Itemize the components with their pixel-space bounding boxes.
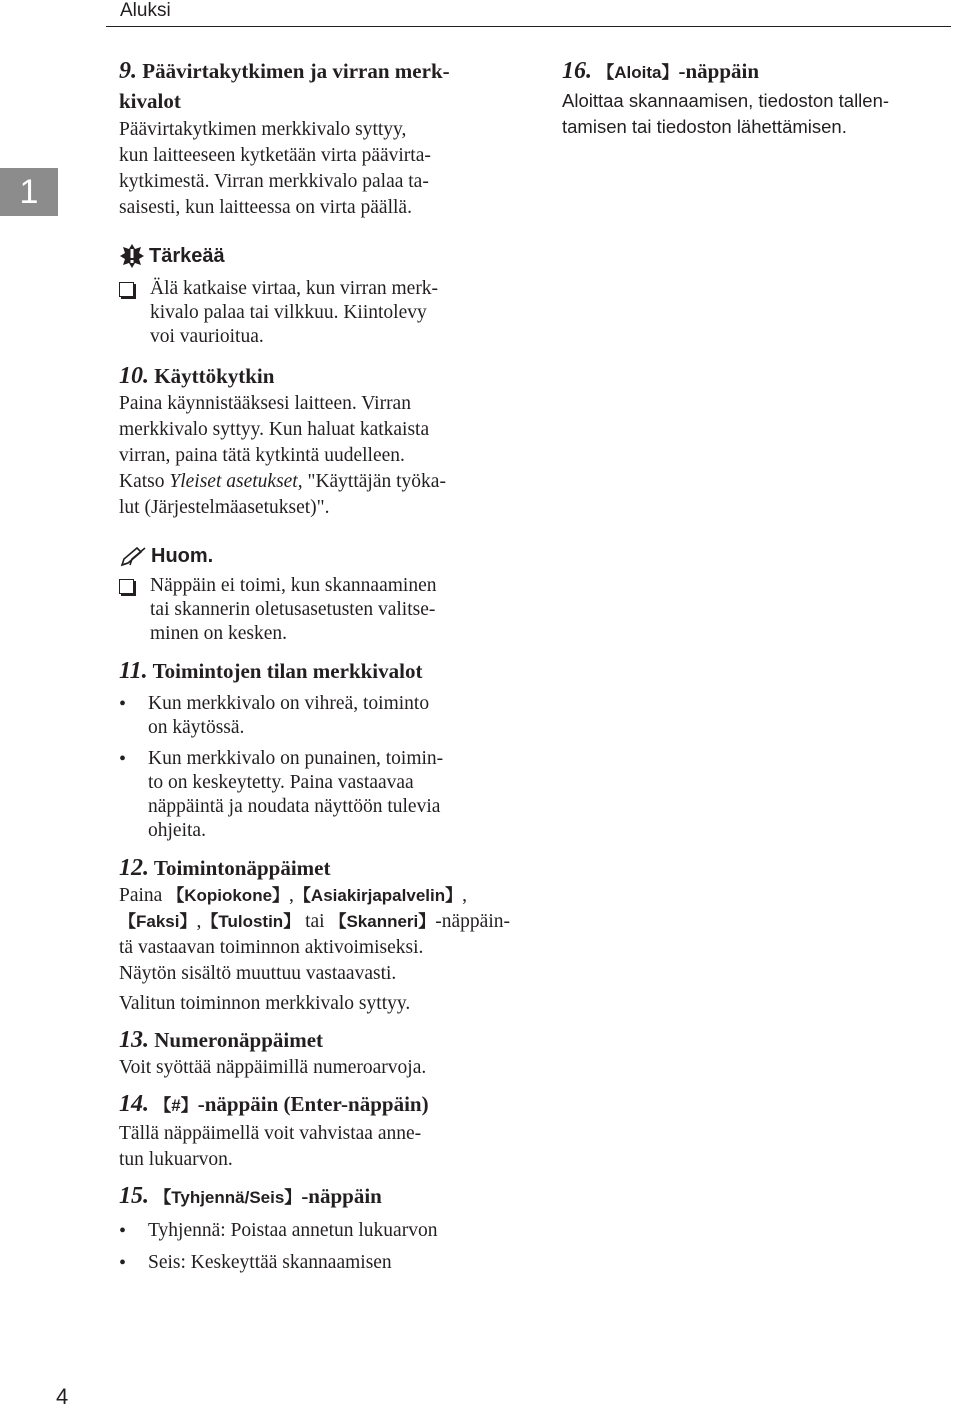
note-item	[119, 574, 519, 646]
item-line: näppäintä ja noudata näyttöön tulevia	[148, 796, 441, 817]
section-number: 9.	[119, 58, 137, 84]
section-16-body	[562, 88, 954, 140]
body-line: kun laitteeseen kytketään virta päävirta-	[119, 145, 431, 166]
title-text: Toimintojen tilan merkkivalot	[152, 659, 423, 683]
body-line: Voit syöttää näppäimillä numeroarvoja.	[119, 1057, 427, 1078]
section-9-body	[119, 117, 519, 221]
key-skanneri: 【Skanneri】	[329, 912, 436, 931]
body-line: Aloittaa skannaamisen, tiedoston tallen-	[562, 90, 890, 111]
item-line: tai skannerin oletusasetusten valitse-	[150, 599, 436, 620]
important-heading	[119, 243, 519, 269]
title-text: Käyttökytkin	[154, 364, 275, 388]
item-line: on käytössä.	[148, 717, 245, 738]
reference-suffix: , "Käyttäjän työka-	[297, 471, 446, 492]
body-line: tä vastaavan toiminnon aktivoimiseksi.	[119, 937, 424, 958]
section-number: 14.	[119, 1091, 149, 1117]
section-10-body	[119, 391, 519, 521]
bullet-icon: •	[119, 1220, 127, 1242]
key-kopiokone: 【Kopiokone】	[167, 886, 290, 905]
body-line: saisesti, kun laitteessa on virta päällä.	[119, 197, 412, 218]
section-number: 16.	[562, 58, 592, 84]
body-line: tun lukuarvon.	[119, 1149, 233, 1170]
title-text: -näppäin (Enter-näppäin)	[197, 1092, 429, 1116]
title-line: Päävirtakytkimen ja virran merk-	[142, 59, 450, 83]
bullet-item	[119, 692, 519, 740]
body-fragment: -näppäin-	[435, 911, 510, 932]
important-item	[119, 277, 519, 349]
body-line: Paina käynnistääksesi laitteen. Virran	[119, 393, 411, 414]
section-15	[119, 1181, 519, 1275]
item-line: ohjeita.	[148, 820, 206, 841]
important-note	[119, 243, 519, 349]
section-9-title	[119, 56, 519, 116]
title-text: Toimintonäppäimet	[153, 856, 331, 880]
bullet-icon: •	[119, 748, 127, 770]
section-number: 11.	[119, 658, 148, 684]
body-line: Valitun toiminnon merkkivalo syttyy.	[119, 993, 411, 1014]
body-line: tamisen tai tiedoston lähettämisen.	[562, 116, 847, 137]
section-number: 13.	[119, 1027, 149, 1053]
key-tulostin: 【Tulostin】	[201, 912, 301, 931]
important-item-text	[150, 277, 519, 349]
bullet-item	[119, 747, 519, 843]
body-line: Näytön sisältö muuttuu vastaavasti.	[119, 963, 397, 984]
bullet-icon: •	[119, 1252, 127, 1274]
note-item-text	[150, 574, 519, 646]
body-fragment: ,	[462, 885, 467, 906]
title-text: Numeronäppäimet	[154, 1028, 324, 1052]
section-14-title	[119, 1089, 519, 1121]
checkbox-icon	[119, 579, 134, 594]
bullet-text: Seis: Keskeyttää skannaamisen	[148, 1252, 392, 1273]
section-13-body	[119, 1055, 519, 1081]
item-line: Kun merkkivalo on vihreä, toiminto	[148, 693, 430, 714]
reference-title: Yleiset asetukset	[169, 471, 298, 492]
bullet-icon: •	[119, 693, 127, 715]
page-number: 4	[56, 1384, 69, 1409]
body-line: Päävirtakytkimen merkkivalo syttyy,	[119, 119, 407, 140]
reference-prefix: Katso	[119, 471, 170, 492]
section-15-title	[119, 1181, 519, 1213]
key-asiakirjapalvelin: 【Asiakirjapalvelin】	[293, 886, 463, 905]
key-aloita: 【Aloita】	[597, 63, 679, 82]
section-12-title	[119, 853, 519, 883]
item-line: to on keskeytetty. Paina vastaavaa	[148, 772, 414, 793]
section-13	[119, 1025, 519, 1081]
body-fragment: Paina	[119, 885, 168, 906]
body-line: virran, paina tätä kytkintä uudelleen.	[119, 445, 405, 466]
item-line: kivalo palaa tai vilkkuu. Kiintolevy	[150, 302, 427, 323]
section-9	[119, 56, 519, 221]
bullet-text	[148, 747, 519, 843]
note-heading	[119, 545, 519, 568]
key-hash: 【#】	[154, 1096, 198, 1115]
section-12-body-last	[119, 991, 519, 1017]
note	[119, 545, 519, 646]
section-10-title	[119, 361, 519, 391]
reference-suffix: lut (Järjestelmäasetukset)".	[119, 497, 330, 518]
section-11-title	[119, 656, 519, 686]
section-10	[119, 361, 519, 521]
important-heading-text: Tärkeää	[149, 244, 225, 267]
header-rule	[106, 26, 951, 27]
bullet-item	[119, 1251, 519, 1275]
item-line: Näppäin ei toimi, kun skannaaminen	[150, 575, 437, 596]
bullet-item	[119, 1219, 519, 1243]
item-line: Älä katkaise virtaa, kun virran merk-	[150, 278, 439, 299]
title-text: -näppäin	[678, 59, 760, 83]
section-number: 10.	[119, 363, 149, 389]
important-icon	[119, 243, 145, 269]
section-13-title	[119, 1025, 519, 1055]
body-fragment: tai	[300, 911, 330, 932]
note-heading-text: Huom.	[151, 545, 214, 567]
body-line: merkkivalo syttyy. Kun haluat katkaista	[119, 419, 430, 440]
bullet-text	[148, 692, 519, 740]
key-tyhjenna-seis: 【Tyhjennä/Seis】	[154, 1188, 302, 1207]
title-line: kivalot	[119, 89, 181, 113]
section-16-title	[562, 56, 954, 88]
pencil-icon	[119, 546, 147, 568]
section-11	[119, 656, 519, 843]
item-line: Kun merkkivalo on punainen, toimin-	[148, 748, 444, 769]
left-column	[119, 56, 519, 1275]
body-fragment: ,	[196, 911, 202, 932]
section-14-body	[119, 1121, 519, 1173]
item-line: voi vaurioitua.	[150, 326, 264, 347]
running-header: Aluksi	[120, 0, 171, 21]
section-12-body	[119, 883, 519, 987]
bullet-text: Tyhjennä: Poistaa annetun lukuarvon	[148, 1220, 438, 1241]
item-line: minen on kesken.	[150, 623, 288, 644]
body-fragment: ,	[289, 885, 294, 906]
chapter-tab: 1	[0, 168, 58, 216]
section-12	[119, 853, 519, 1017]
title-text: -näppäin	[301, 1184, 382, 1208]
checkbox-icon	[119, 282, 134, 297]
key-faksi: 【Faksi】	[119, 912, 197, 931]
right-column	[562, 56, 954, 140]
section-number: 12.	[119, 855, 149, 881]
section-16	[562, 56, 954, 140]
body-line: Tällä näppäimellä voit vahvistaa anne-	[119, 1123, 422, 1144]
section-number: 15.	[119, 1183, 149, 1209]
section-14	[119, 1089, 519, 1173]
body-line: kytkimestä. Virran merkkivalo palaa ta-	[119, 171, 429, 192]
